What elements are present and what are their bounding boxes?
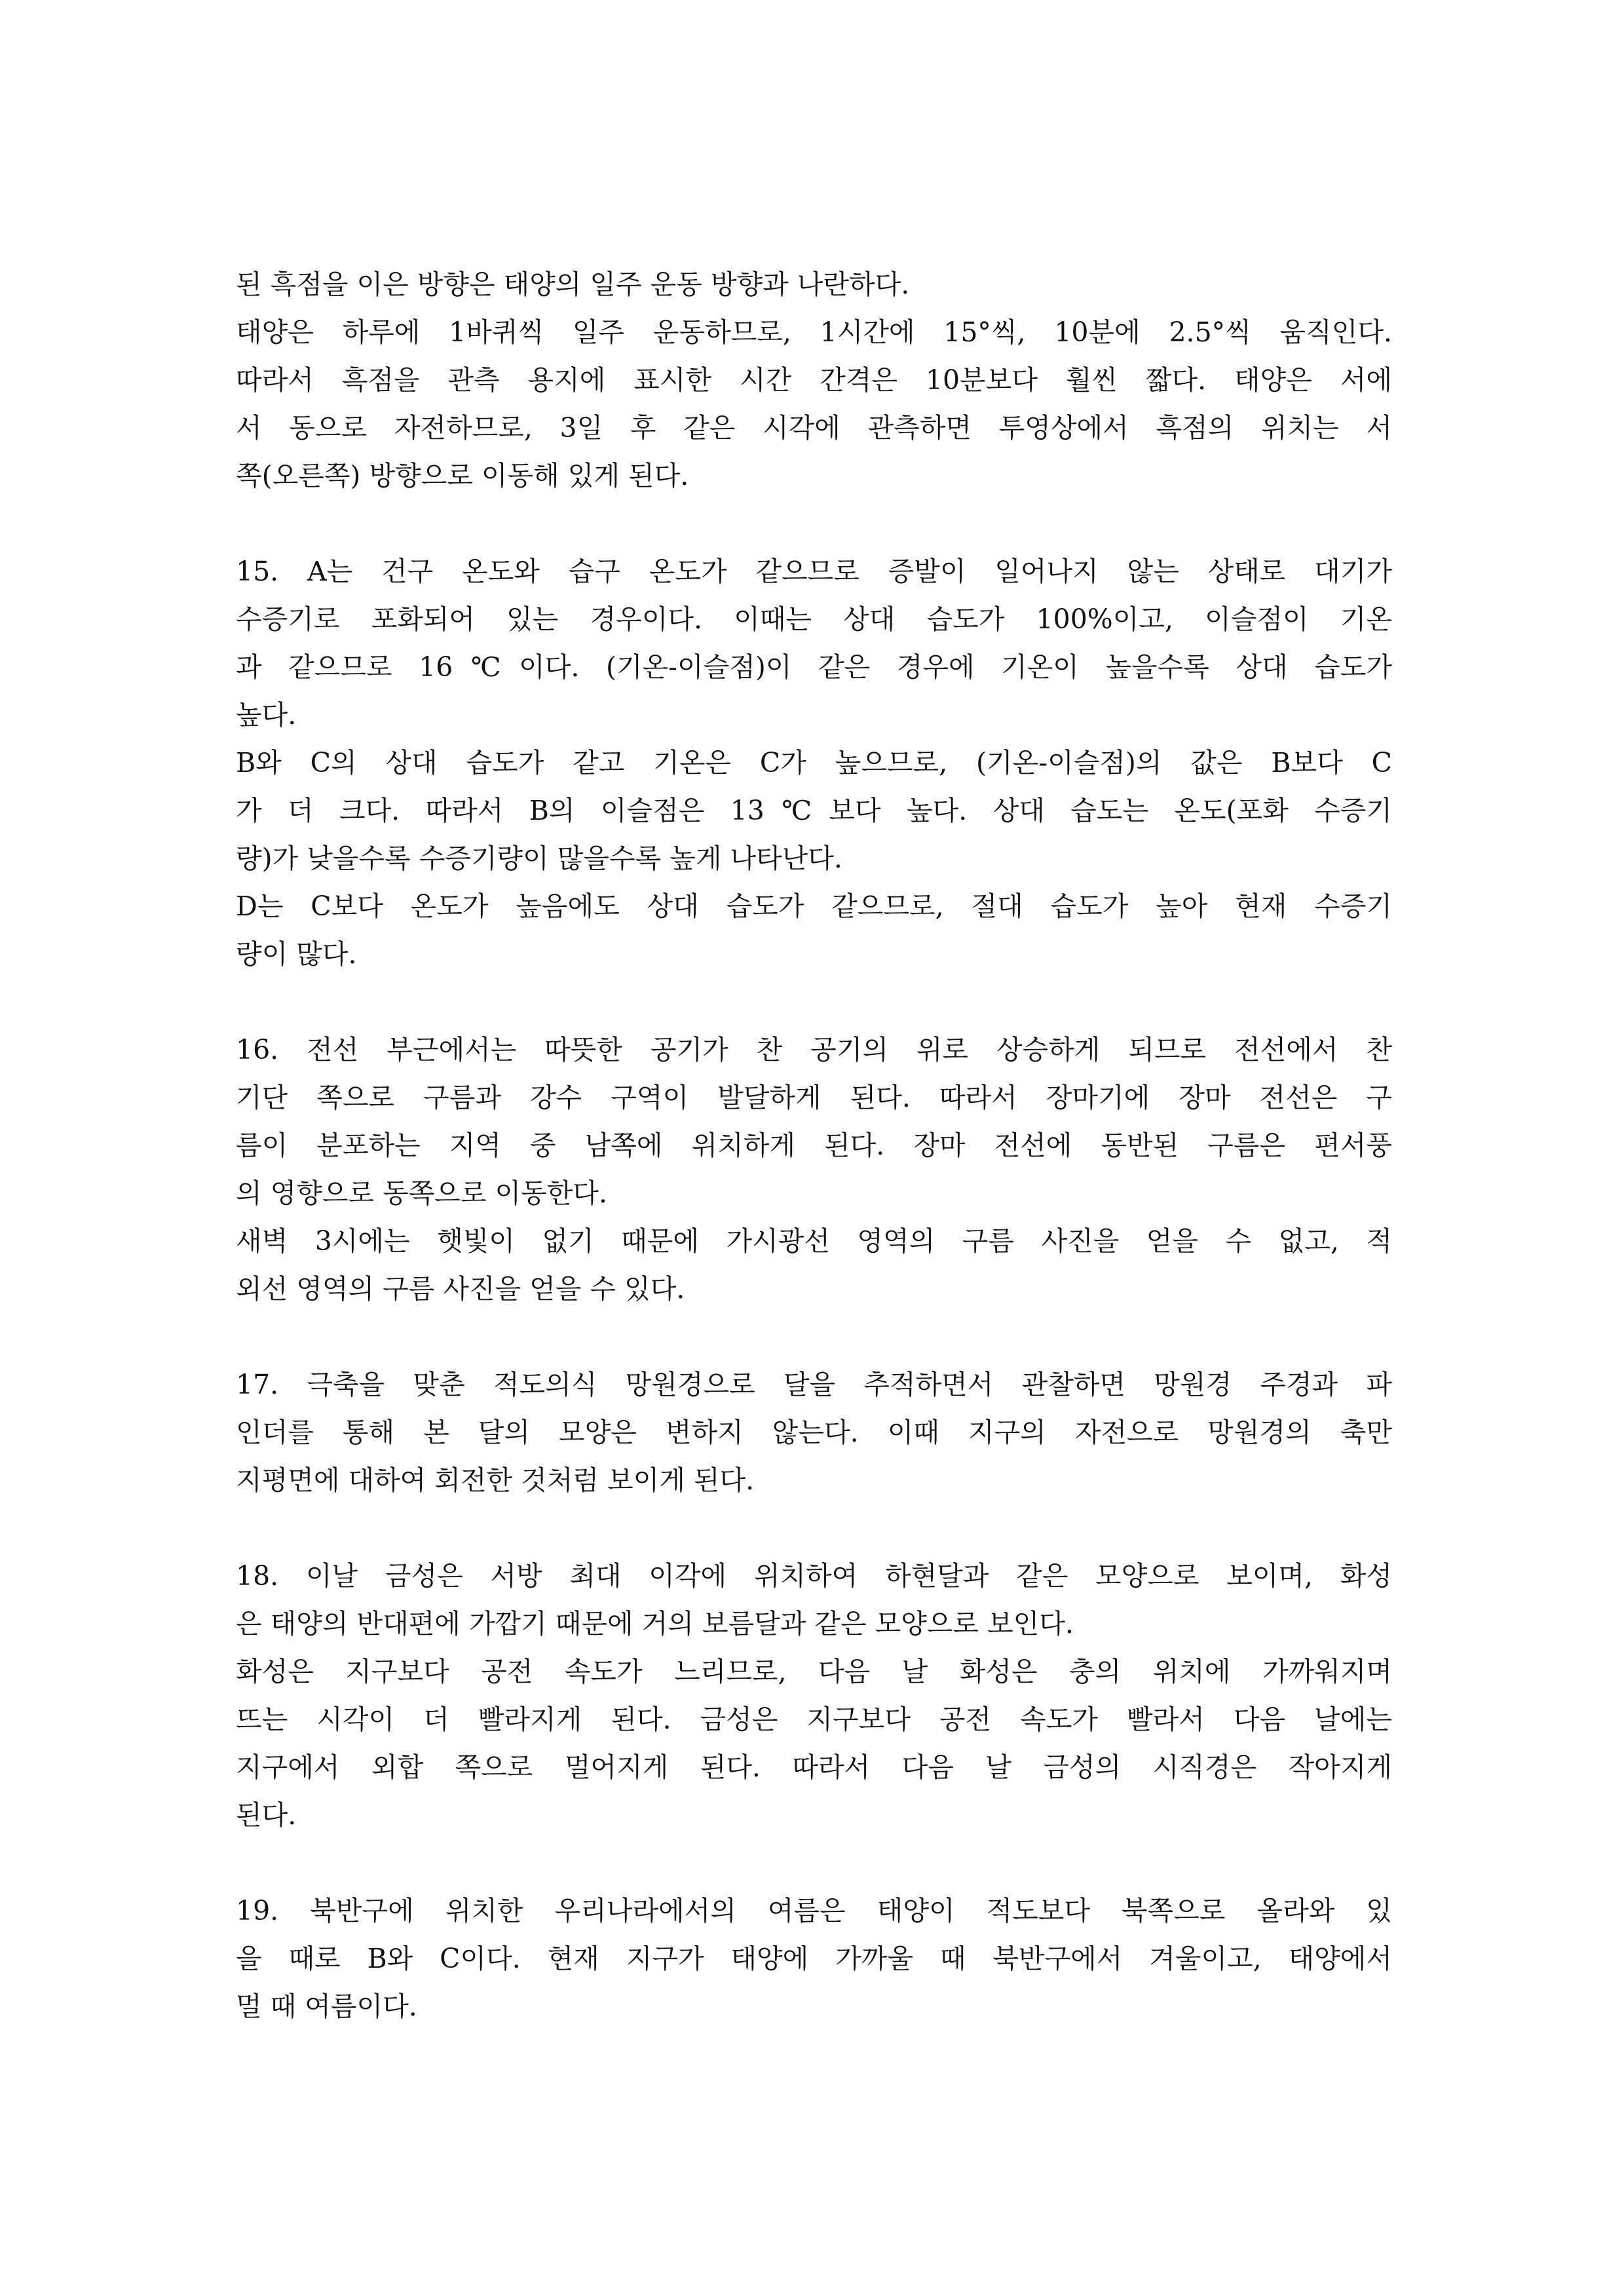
text-line: 과 같으므로 16℃이다. (기온-이슬점)이 같은 경우에 기온이 높을수록 상대 습도가	[236, 651, 1392, 683]
text-line: 멀 때 여름이다.	[236, 1991, 417, 2022]
text-line: D는 C보다 온도가 높음에도 상대 습도가 같으므로, 절대 습도가 높아 현재 수증기	[236, 890, 1392, 922]
section-gap	[236, 1839, 1392, 1887]
text-line: 17. 극축을 맞춘 적도의식 망원경으로 달을 추적하면서 관찰하면 망원경 주경과 파	[236, 1369, 1392, 1400]
paragraph	[236, 739, 1392, 883]
paragraph	[236, 1217, 1392, 1313]
text-line: 된다.	[236, 1799, 297, 1831]
text-line: B와 C의 상대 습도가 같고 기온은 C가 높으므로, (기온-이슬점)의 값은 B보다 C	[236, 747, 1392, 778]
answer-section-q16	[236, 1026, 1392, 1313]
text-line: 의 영향으로 동쪽으로 이동한다.	[236, 1177, 608, 1209]
text-line: 된 흑점을 이은 방향은 태양의 일주 운동 방향과 나란하다.	[236, 269, 910, 300]
text-line: 쪽(오른쪽) 방향으로 이동해 있게 된다.	[236, 460, 689, 491]
text-line: 15. A는 건구 온도와 습구 온도가 같으므로 증발이 일어나지 않는 상태로 대기가	[236, 556, 1392, 587]
text-line: 화성은 지구보다 공전 속도가 느리므로, 다음 날 화성은 충의 위치에 가까워지며	[236, 1656, 1392, 1687]
paragraph	[236, 1887, 1392, 2031]
text-line: 따라서 흑점을 관측 용지에 표시한 시간 간격은 10분보다 훨씬 짧다. 태양은 서에	[236, 364, 1392, 396]
paragraph	[236, 309, 1392, 500]
text-line: 새벽 3시에는 햇빛이 없기 때문에 가시광선 영역의 구름 사진을 얻을 수 없고, 적	[236, 1225, 1392, 1257]
text-line: 태양은 하루에 1바퀴씩 일주 운동하므로, 1시간에 15°씩, 10분에 2.5°씩 움직인다.	[236, 316, 1392, 348]
answer-section-q18	[236, 1552, 1392, 1839]
text-line: 외선 영역의 구름 사진을 얻을 수 있다.	[236, 1273, 685, 1305]
text-line: 지평면에 대하여 회전한 것처럼 보이게 된다.	[236, 1464, 755, 1496]
answer-section-q19	[236, 1887, 1392, 2031]
text-line: 서 동으로 자전하므로, 3일 후 같은 시각에 관측하면 투영상에서 흑점의 위치는 서	[236, 412, 1392, 444]
text-line: 뜨는 시각이 더 빨라지게 된다. 금성은 지구보다 공전 속도가 빨라서 다음 날에는	[236, 1704, 1393, 1735]
paragraph	[236, 883, 1392, 978]
paragraph	[236, 261, 1392, 309]
section-gap	[236, 1313, 1392, 1361]
text-line: 름이 분포하는 지역 중 남쪽에 위치하게 된다. 장마 전선에 동반된 구름은 편서풍	[236, 1130, 1393, 1161]
paragraph	[236, 1648, 1392, 1839]
document-body	[236, 261, 1392, 2031]
answer-section-intro	[236, 261, 1392, 500]
text-line: 18. 이날 금성은 서방 최대 이각에 위치하여 하현달과 같은 모양으로 보이며, 화성	[236, 1560, 1392, 1592]
text-line: 지구에서 외합 쪽으로 멀어지게 된다. 따라서 다음 날 금성의 시직경은 작아지게	[236, 1751, 1392, 1783]
text-line: 기단 쪽으로 구름과 강수 구역이 발달하게 된다. 따라서 장마기에 장마 전선은 구	[236, 1082, 1392, 1113]
text-line: 량)가 낮을수록 수증기량이 많을수록 높게 나타난다.	[236, 843, 842, 874]
paragraph	[236, 1026, 1392, 1217]
text-line: 가 더 크다. 따라서 B의 이슬점은 13℃보다 높다. 상대 습도는 온도(포화 수증기	[236, 795, 1392, 826]
paragraph	[236, 1361, 1392, 1504]
paragraph	[236, 1552, 1392, 1648]
paragraph	[236, 548, 1392, 739]
answer-section-q15	[236, 548, 1392, 978]
text-line: 인더를 통해 본 달의 모양은 변하지 않는다. 이때 지구의 자전으로 망원경의 축만	[236, 1417, 1392, 1448]
answer-section-q17	[236, 1361, 1392, 1504]
text-line: 16. 전선 부근에서는 따뜻한 공기가 찬 공기의 위로 상승하게 되므로 전선에서 찬	[236, 1034, 1392, 1065]
text-line: 을 때로 B와 C이다. 현재 지구가 태양에 가까울 때 북반구에서 겨울이고, 태양에서	[236, 1943, 1392, 1974]
text-line: 19. 북반구에 위치한 우리나라에서의 여름은 태양이 적도보다 북쪽으로 올라와 있	[236, 1895, 1392, 1926]
section-gap	[236, 1504, 1392, 1552]
text-line: 수증기로 포화되어 있는 경우이다. 이때는 상대 습도가 100%이고, 이슬점이 기온	[236, 603, 1392, 635]
text-line: 은 태양의 반대편에 가깝기 때문에 거의 보름달과 같은 모양으로 보인다.	[236, 1608, 1074, 1639]
section-gap	[236, 978, 1392, 1026]
text-line: 량이 많다.	[236, 938, 357, 970]
section-gap	[236, 500, 1392, 548]
text-line: 높다.	[236, 699, 297, 731]
